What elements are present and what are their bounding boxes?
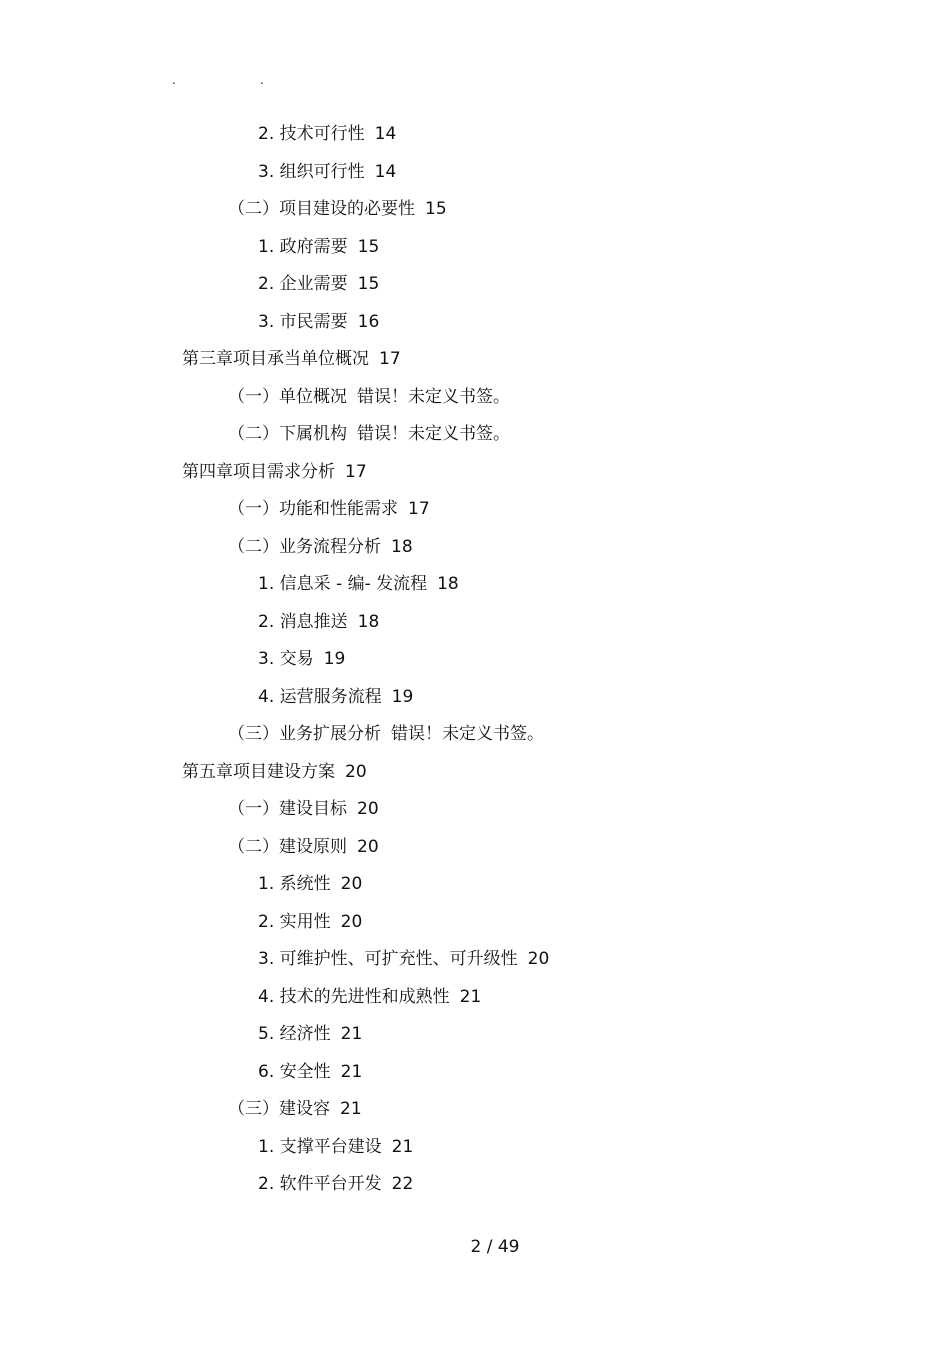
toc-entry-title: 5. 经济性 <box>258 1024 331 1044</box>
toc-entry[interactable] <box>0 191 950 229</box>
toc-entry[interactable] <box>0 791 950 829</box>
toc-entry-title: 2. 实用性 <box>258 911 331 932</box>
toc-entry-page: 17 <box>379 349 401 369</box>
toc-entry[interactable] <box>0 266 950 304</box>
toc-entry-page: 错误！未定义书签。 <box>357 386 510 407</box>
toc-entry-title: （一）单位概况 <box>228 386 347 407</box>
toc-entry[interactable] <box>0 1166 950 1204</box>
toc-entry-page: 15 <box>357 236 380 257</box>
toc-entry[interactable] <box>0 529 950 567</box>
toc-entry-page: 21 <box>340 1061 363 1082</box>
toc-entry-title: （二）项目建设的必要性 <box>228 199 415 219</box>
toc-entry-page: 20 <box>357 836 379 857</box>
toc-entry[interactable] <box>0 1129 950 1167</box>
toc-entry-page: 20 <box>527 949 550 969</box>
toc-entry[interactable] <box>0 379 950 417</box>
toc-entry-page: 21 <box>340 1099 362 1119</box>
toc-entry-page: 15 <box>357 274 380 294</box>
toc-entry-title: 第四章项目需求分析 <box>182 461 335 482</box>
toc-entry[interactable] <box>0 566 950 604</box>
toc-entry-title: （一）功能和性能需求 <box>228 499 398 519</box>
toc-entry-page: 18 <box>391 536 413 557</box>
toc-entry[interactable] <box>0 679 950 717</box>
toc-entry-page: 16 <box>357 311 380 332</box>
toc-entry-title: （三）建设容 <box>228 1099 330 1119</box>
toc-entry-title: 4. 运营服务流程 <box>258 686 382 707</box>
toc-entry-page: 14 <box>374 161 397 182</box>
toc-entry-title: （二）下属机构 <box>228 424 347 444</box>
toc-entry[interactable] <box>0 829 950 867</box>
toc-entry-page: 22 <box>391 1174 414 1194</box>
toc-entry-page: 20 <box>340 911 363 932</box>
toc-entry-title: （三）业务扩展分析 <box>228 724 381 744</box>
toc-entry-page: 20 <box>340 874 363 894</box>
toc-entry-page: 21 <box>340 1024 363 1044</box>
header-mark-right: . <box>260 73 264 87</box>
toc-entry[interactable] <box>0 1016 950 1054</box>
toc-entry-title: 3. 可维护性、可扩充性、可升级性 <box>258 949 518 969</box>
toc-entry[interactable] <box>0 304 950 342</box>
toc-entry-title: 2. 企业需要 <box>258 274 348 294</box>
toc-entry[interactable] <box>0 1054 950 1092</box>
toc-entry-title: （二）建设原则 <box>228 836 347 857</box>
toc-entry[interactable] <box>0 491 950 529</box>
toc-entry[interactable] <box>0 716 950 754</box>
toc-entry-page: 18 <box>357 611 380 632</box>
toc-entry[interactable] <box>0 866 950 904</box>
toc-entry-title: 1. 系统性 <box>258 874 331 894</box>
toc-entry-page: 错误！未定义书签。 <box>357 424 510 444</box>
toc-entry-title: 6. 安全性 <box>258 1061 331 1082</box>
toc-entry[interactable] <box>0 154 950 192</box>
toc-entry-title: （二）业务流程分析 <box>228 536 381 557</box>
toc-entry-title: （一）建设目标 <box>228 799 347 819</box>
toc-entry-title: 1. 信息采 - 编- 发流程 <box>258 574 428 594</box>
toc-entry-page: 19 <box>323 649 346 669</box>
toc-entry[interactable] <box>0 116 950 154</box>
toc-entry[interactable] <box>0 641 950 679</box>
toc-entry-page: 21 <box>459 986 482 1007</box>
toc-entry-title: 4. 技术的先进性和成熟性 <box>258 986 450 1007</box>
toc-entry-title: 1. 政府需要 <box>258 236 348 257</box>
toc-entry[interactable] <box>0 1091 950 1129</box>
toc-entry-page: 17 <box>345 461 367 482</box>
toc-entry[interactable] <box>0 454 950 492</box>
toc-entry-page: 19 <box>391 686 414 707</box>
table-of-contents <box>0 116 950 1204</box>
toc-entry[interactable] <box>0 416 950 454</box>
toc-entry-title: 第三章项目承当单位概况 <box>182 349 369 369</box>
toc-entry-title: 2. 技术可行性 <box>258 124 365 144</box>
page-number: 2 / 49 <box>470 1237 520 1257</box>
toc-entry-title: 1. 支撑平台建设 <box>258 1136 382 1157</box>
toc-entry-page: 14 <box>374 124 397 144</box>
header-mark-left: . <box>172 73 176 87</box>
toc-entry-title: 第五章项目建设方案 <box>182 761 335 782</box>
toc-entry-page: 20 <box>357 799 379 819</box>
toc-entry-page: 15 <box>425 199 447 219</box>
toc-entry[interactable] <box>0 229 950 267</box>
toc-entry[interactable] <box>0 341 950 379</box>
toc-entry-page: 18 <box>437 574 459 594</box>
toc-entry-page: 17 <box>408 499 430 519</box>
toc-entry[interactable] <box>0 754 950 792</box>
toc-entry[interactable] <box>0 604 950 642</box>
toc-entry[interactable] <box>0 941 950 979</box>
toc-entry[interactable] <box>0 904 950 942</box>
toc-entry[interactable] <box>0 979 950 1017</box>
toc-entry-title: 3. 组织可行性 <box>258 161 365 182</box>
toc-entry-page: 21 <box>391 1136 414 1157</box>
toc-entry-page: 错误！未定义书签。 <box>391 724 544 744</box>
toc-entry-title: 3. 交易 <box>258 649 314 669</box>
toc-entry-title: 3. 市民需要 <box>258 311 348 332</box>
toc-entry-title: 2. 消息推送 <box>258 611 348 632</box>
toc-entry-page: 20 <box>345 761 367 782</box>
toc-entry-title: 2. 软件平台开发 <box>258 1174 382 1194</box>
